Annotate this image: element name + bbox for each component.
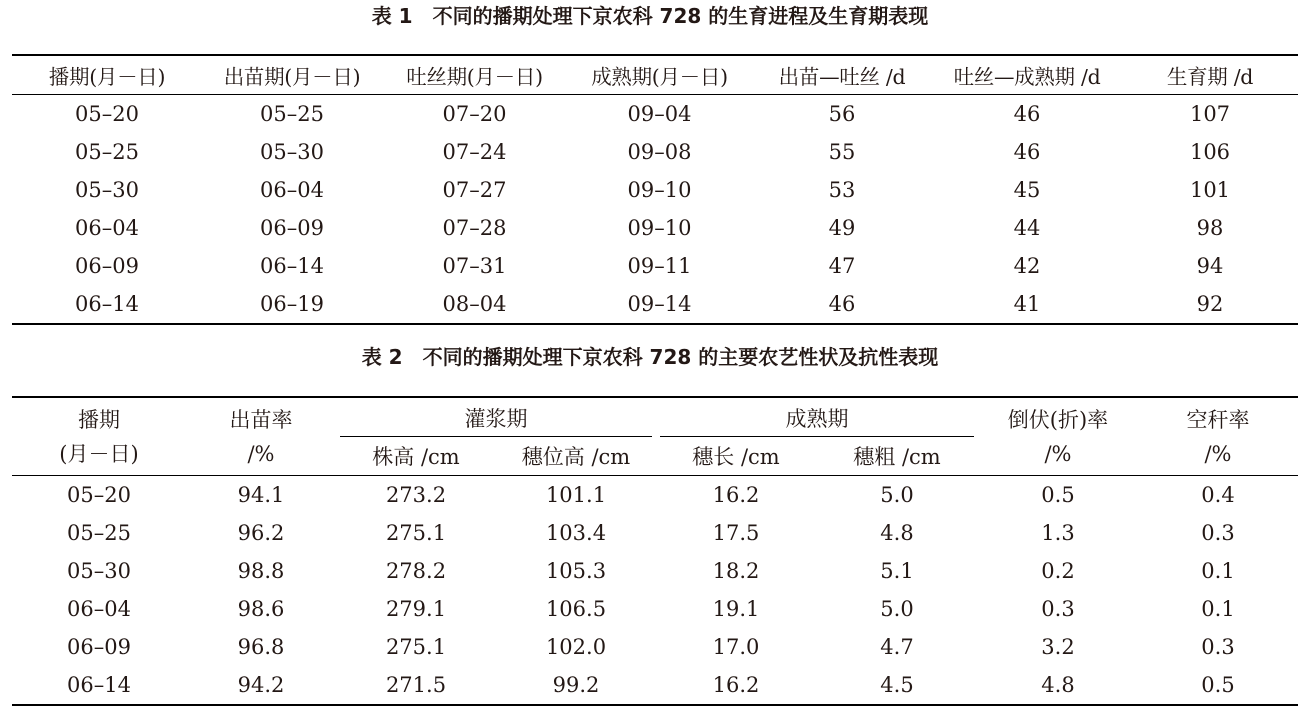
col-barren-stalk-rate <box>1138 397 1298 476</box>
table-cell: 09–11 <box>627 254 692 278</box>
table-cell: 98.8 <box>237 559 285 583</box>
table-cell: 4.5 <box>880 673 914 697</box>
table-cell: 5.0 <box>880 483 914 507</box>
table-cell: 56 <box>828 102 856 126</box>
table-cell: 05–30 <box>75 178 139 202</box>
table-cell: 09–10 <box>627 178 692 202</box>
col-emergence-to-silking: 出苗—吐丝 /d <box>778 65 906 89</box>
header-unit: /% <box>1044 441 1072 466</box>
table2-row <box>12 552 1298 590</box>
table-cell: 53 <box>828 178 856 202</box>
table-cell: 07–31 <box>442 254 507 278</box>
table-cell: 0.3 <box>1041 597 1075 621</box>
table-cell: 05–25 <box>260 102 324 126</box>
table-cell: 103.4 <box>545 521 607 545</box>
table-cell: 0.3 <box>1201 635 1235 659</box>
table-cell: 18.2 <box>712 559 760 583</box>
table-cell: 106.5 <box>545 597 607 621</box>
table-cell: 0.3 <box>1201 521 1235 545</box>
table2-header-row-1 <box>12 397 1298 437</box>
table-cell: 275.1 <box>385 635 447 659</box>
col-sowing-date <box>12 397 186 476</box>
table-cell: 0.1 <box>1201 597 1235 621</box>
table-cell: 06–04 <box>67 597 131 621</box>
table-cell: 06–14 <box>67 673 131 697</box>
table-cell: 98.6 <box>237 597 285 621</box>
table-cell: 05–25 <box>75 140 139 164</box>
table-cell: 4.8 <box>880 521 914 545</box>
table-cell: 273.2 <box>385 483 447 507</box>
table-cell: 99.2 <box>552 673 600 697</box>
table-cell: 46 <box>1013 102 1041 126</box>
table-cell: 41 <box>1013 292 1041 316</box>
table-cell: 106 <box>1189 140 1231 164</box>
group-rule <box>340 436 652 437</box>
table-cell: 05–20 <box>67 483 131 507</box>
table-cell: 06–04 <box>260 178 324 202</box>
table-cell: 46 <box>828 292 856 316</box>
table-cell: 0.5 <box>1201 673 1235 697</box>
table-cell: 05–30 <box>260 140 324 164</box>
table-cell: 16.2 <box>712 483 760 507</box>
group-maturity-stage <box>656 397 978 437</box>
table-cell: 101 <box>1189 178 1231 202</box>
table1-caption: 表 1 不同的播期处理下京农科 728 的生育进程及生育期表现 <box>371 4 929 28</box>
table-cell: 07–20 <box>442 102 507 126</box>
table1-row <box>12 247 1298 285</box>
table-cell: 5.0 <box>880 597 914 621</box>
group-label: 灌浆期 <box>464 406 528 431</box>
table-cell: 08–04 <box>442 292 507 316</box>
table1-row <box>12 171 1298 209</box>
header-line: 播期 <box>78 407 120 432</box>
table-cell: 07–28 <box>442 216 507 240</box>
col-emergence-rate <box>186 397 336 476</box>
table-cell: 49 <box>828 216 856 240</box>
group-filling-stage <box>336 397 656 437</box>
table2-row <box>12 590 1298 628</box>
table-cell: 09–14 <box>627 292 692 316</box>
table-cell: 0.4 <box>1201 483 1235 507</box>
table-cell: 3.2 <box>1041 635 1075 659</box>
table-cell: 47 <box>828 254 856 278</box>
table-cell: 107 <box>1189 102 1231 126</box>
table-cell: 06–09 <box>260 216 324 240</box>
table-cell: 1.3 <box>1041 521 1075 545</box>
table-cell: 55 <box>828 140 856 164</box>
table2-row <box>12 476 1298 515</box>
col-sowing-date: 播期(月－日) <box>48 65 166 89</box>
table-cell: 09–04 <box>627 102 692 126</box>
col-plant-height: 株高 /cm <box>372 445 460 469</box>
group-rule <box>660 436 974 437</box>
table-cell: 0.2 <box>1041 559 1075 583</box>
table-cell: 5.1 <box>880 559 914 583</box>
table-cell: 06–09 <box>67 635 131 659</box>
table-cell: 96.8 <box>237 635 285 659</box>
table-cell: 278.2 <box>385 559 447 583</box>
table-cell: 279.1 <box>385 597 447 621</box>
col-ear-length: 穗长 /cm <box>692 445 780 469</box>
table1-header-row <box>12 55 1298 95</box>
table2-row <box>12 628 1298 666</box>
header-unit: /% <box>1204 441 1232 466</box>
table-cell: 4.8 <box>1041 673 1075 697</box>
table-cell: 105.3 <box>545 559 607 583</box>
table-cell: 07–24 <box>442 140 507 164</box>
header-unit: /% <box>247 441 275 466</box>
col-silking-to-maturity: 吐丝—成熟期 /d <box>953 65 1101 89</box>
header-line: 空秆率 <box>1186 407 1250 432</box>
table1-row <box>12 285 1298 324</box>
table1-row <box>12 95 1298 134</box>
table-cell: 94.2 <box>237 673 285 697</box>
col-emergence-date: 出苗期(月－日) <box>223 65 361 89</box>
table2-row <box>12 514 1298 552</box>
header-unit: (月－日) <box>59 441 139 466</box>
table-cell: 275.1 <box>385 521 447 545</box>
table-cell: 05–30 <box>67 559 131 583</box>
table-cell: 271.5 <box>385 673 447 697</box>
table-cell: 96.2 <box>237 521 285 545</box>
table-cell: 42 <box>1013 254 1041 278</box>
table-cell: 0.1 <box>1201 559 1235 583</box>
table-cell: 102.0 <box>545 635 607 659</box>
table-cell: 06–14 <box>260 254 324 278</box>
col-ear-height: 穗位高 /cm <box>521 445 631 469</box>
header-line: 倒伏(折)率 <box>1007 407 1109 432</box>
table1-row <box>12 209 1298 247</box>
table-cell: 94 <box>1196 254 1224 278</box>
table-cell: 4.7 <box>880 635 914 659</box>
table-cell: 06–19 <box>260 292 324 316</box>
table1-row <box>12 133 1298 171</box>
table-cell: 0.5 <box>1041 483 1075 507</box>
table-cell: 17.5 <box>712 521 760 545</box>
table-cell: 05–20 <box>75 102 139 126</box>
table1-growth-process <box>12 54 1298 325</box>
table-cell: 45 <box>1013 178 1041 202</box>
col-ear-diameter: 穗粗 /cm <box>853 445 941 469</box>
table-cell: 17.0 <box>712 635 760 659</box>
col-maturity-date: 成熟期(月－日) <box>591 65 728 89</box>
table-cell: 101.1 <box>545 483 607 507</box>
table-cell: 16.2 <box>712 673 760 697</box>
col-lodging-rate <box>978 397 1138 476</box>
table-cell: 98 <box>1196 216 1224 240</box>
table-cell: 06–09 <box>75 254 139 278</box>
table-cell: 94.1 <box>237 483 285 507</box>
col-growth-period: 生育期 /d <box>1166 65 1254 89</box>
col-silking-date: 吐丝期(月－日) <box>406 65 543 89</box>
table2-agronomic-traits <box>12 396 1298 706</box>
header-line: 出苗率 <box>229 407 293 432</box>
table-cell: 92 <box>1196 292 1224 316</box>
table-cell: 44 <box>1013 216 1041 240</box>
table-cell: 09–10 <box>627 216 692 240</box>
table-cell: 06–14 <box>75 292 139 316</box>
table2-row <box>12 666 1298 705</box>
table-cell: 46 <box>1013 140 1041 164</box>
table2-caption: 表 2 不同的播期处理下京农科 728 的主要农艺性状及抗性表现 <box>361 345 939 369</box>
table-cell: 19.1 <box>712 597 760 621</box>
table-cell: 06–04 <box>75 216 139 240</box>
table-cell: 07–27 <box>442 178 507 202</box>
table-cell: 05–25 <box>67 521 131 545</box>
group-label: 成熟期 <box>785 406 849 431</box>
table-cell: 09–08 <box>627 140 692 164</box>
